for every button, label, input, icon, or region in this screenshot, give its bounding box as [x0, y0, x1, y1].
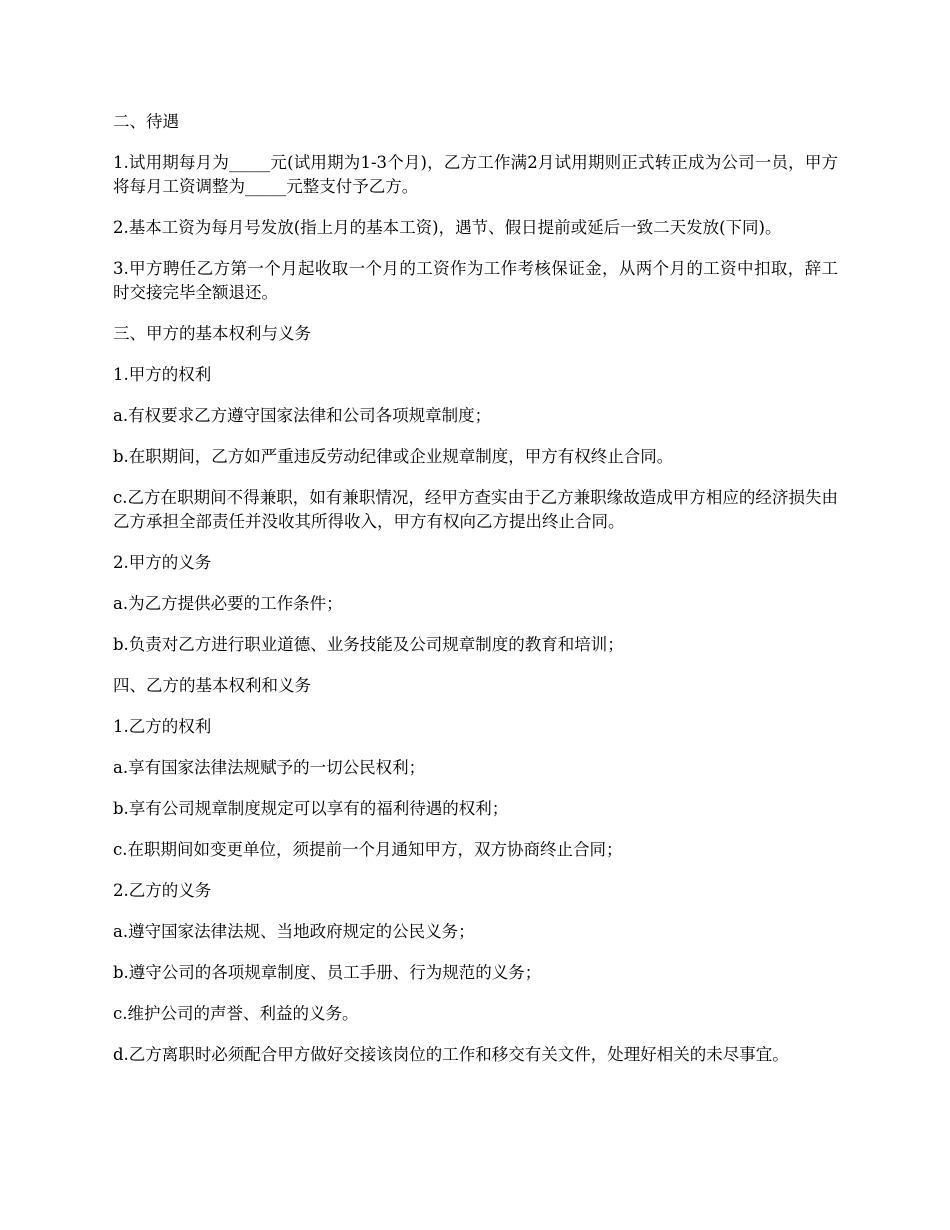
clause-salary-payment: 2.基本工资为每月号发放(指上月的基本工资)，遇节、假日提前或延后一致二天发放(下同)。	[113, 218, 782, 237]
party-a-right-a: a.有权要求乙方遵守国家法律和公司各项规章制度；	[113, 406, 492, 425]
party-a-right-b: b.在职期间，乙方如严重违反劳动纪律或企业规章制度，甲方有权终止合同。	[113, 447, 674, 466]
party-a-duty-a: a.为乙方提供必要的工作条件；	[113, 594, 343, 613]
section-heading-party-a: 三、甲方的基本权利与义务	[113, 324, 311, 343]
subheading-party-a-rights: 1.甲方的权利	[113, 365, 212, 384]
subheading-party-b-rights: 1.乙方的权利	[113, 717, 212, 736]
document-page	[113, 110, 838, 1084]
party-b-duty-b: b.遵守公司的各项规章制度、员工手册、行为规范的义务；	[113, 963, 542, 982]
party-a-duty-b: b.负责对乙方进行职业道德、业务技能及公司规章制度的教育和培训；	[113, 635, 624, 654]
party-b-duty-c: c.维护公司的声誉、利益的义务。	[113, 1004, 359, 1023]
section-heading-party-b: 四、乙方的基本权利和义务	[113, 676, 311, 695]
party-b-right-c: c.在职期间如变更单位，须提前一个月通知甲方，双方协商终止合同；	[113, 840, 623, 859]
subheading-party-b-duties: 2.乙方的义务	[113, 881, 212, 900]
party-a-right-c: c.乙方在职期间不得兼职，如有兼职情况，经甲方查实由于乙方兼职缘故造成甲方相应的经济损失由乙方承担全部责任并没收其所得收入，甲方有权向乙方提出终止合同。	[113, 488, 838, 531]
party-b-right-a: a.享有国家法律法规赋予的一切公民权利；	[113, 758, 426, 777]
clause-deposit: 3.甲方聘任乙方第一个月起收取一个月的工资作为工作考核保证金，从两个月的工资中扣取，辞工时交接完毕全额退还。	[113, 259, 838, 302]
subheading-party-a-duties: 2.甲方的义务	[113, 553, 212, 572]
party-b-duty-d: d.乙方离职时必须配合甲方做好交接该岗位的工作和移交有关文件，处理好相关的未尽事宜。	[113, 1045, 789, 1064]
section-heading-benefits: 二、待遇	[113, 112, 179, 131]
clause-probation-salary: 1.试用期每月为_____元(试用期为1-3个月)，乙方工作满2月试用期则正式转正成为公司一员，甲方将每月工资调整为_____元整支付予乙方。	[113, 153, 838, 196]
party-b-right-b: b.享有公司规章制度规定可以享有的福利待遇的权利；	[113, 799, 509, 818]
party-b-duty-a: a.遵守国家法律法规、当地政府规定的公民义务；	[113, 922, 475, 941]
